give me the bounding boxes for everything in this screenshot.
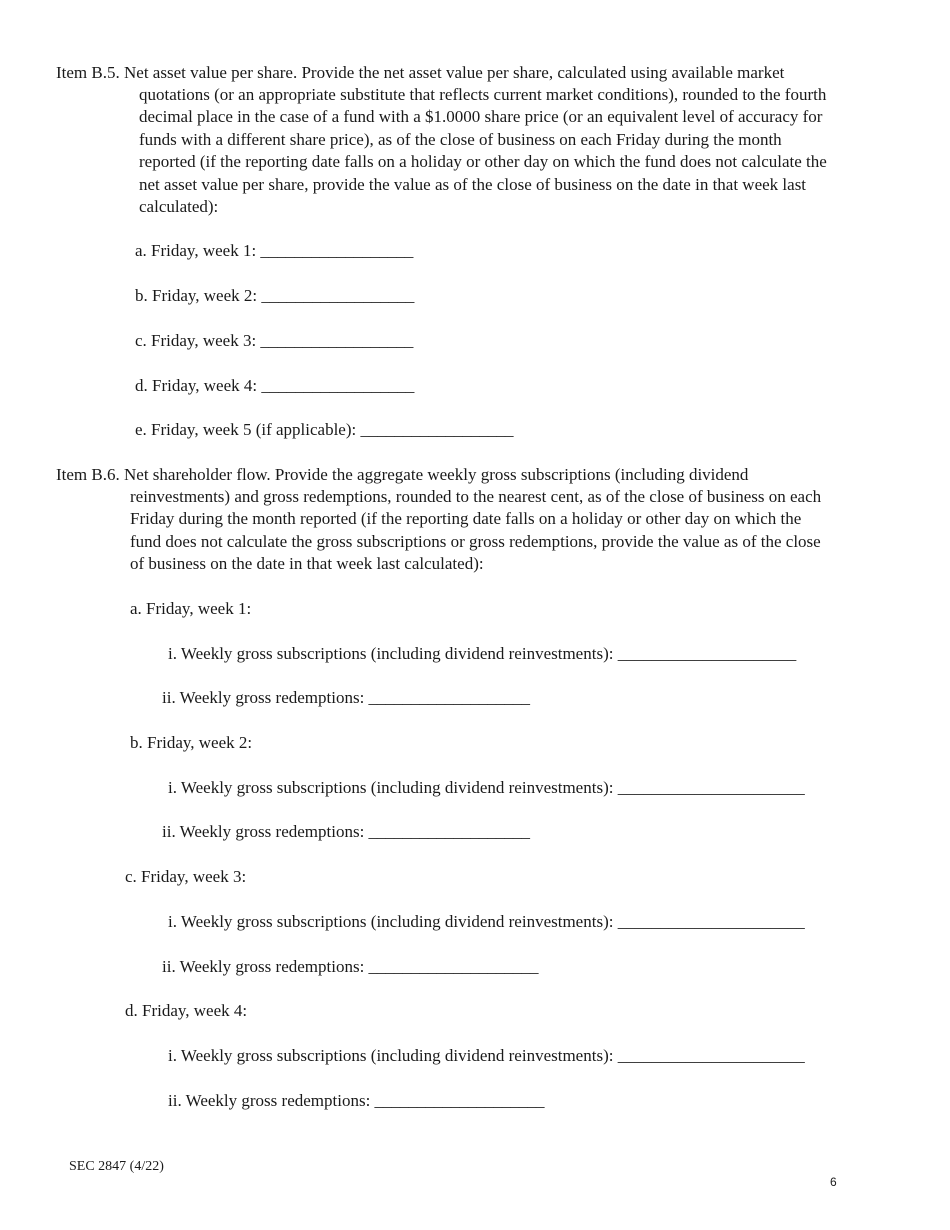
item-b5-heading	[56, 62, 784, 84]
nav-field-week-1	[135, 240, 413, 262]
nav-field-week-4	[135, 375, 414, 397]
item-b6-line: Friday during the month reported (if the reporting date falls on a holiday or other day on which the	[130, 509, 802, 529]
subscriptions-field	[168, 777, 805, 799]
nav-field-blank[interactable]: __________________	[261, 376, 415, 395]
item-b6-line: fund does not calculate the gross subscriptions or gross redemptions, provide the value as of the close	[130, 531, 821, 551]
week-heading: a. Friday, week 1:	[130, 599, 252, 618]
week-heading: b. Friday, week 2:	[130, 733, 253, 752]
item-b5-line: reported (if the reporting date falls on a holiday or other day on which the fund does not calculate the	[139, 152, 827, 172]
nav-field-label: e. Friday, week 5 (if applicable):	[135, 420, 361, 439]
week-heading: c. Friday, week 3:	[125, 867, 247, 886]
item-b5-line: decimal place in the case of a fund with a $1.0000 share price (or an equivalent level of accuracy for	[139, 107, 823, 127]
subscriptions-blank[interactable]: ______________________	[617, 1046, 805, 1065]
nav-field-blank[interactable]: __________________	[260, 241, 414, 260]
item-b5-line: funds with a different share price), as of the close of business on each Friday during the month	[139, 129, 782, 149]
nav-field-week-3	[135, 330, 413, 352]
redemptions-field	[162, 956, 539, 978]
redemptions-label: ii. Weekly gross redemptions:	[162, 957, 369, 976]
redemptions-field	[168, 1090, 545, 1112]
item-b6-line: reinvestments) and gross redemptions, rounded to the nearest cent, as of the close of business on each	[130, 487, 822, 506]
subscriptions-label: i. Weekly gross subscriptions (including dividend reinvestments):	[168, 644, 618, 663]
nav-field-blank[interactable]: __________________	[360, 420, 514, 439]
page-number: 6	[830, 1175, 837, 1189]
redemptions-field	[162, 687, 530, 709]
redemptions-label: ii. Weekly gross redemptions:	[162, 822, 369, 841]
subscriptions-blank[interactable]: ______________________	[617, 912, 805, 931]
item-b6-heading	[56, 464, 748, 486]
item-b5-line: quotations (or an appropriate substitute that reflects current market conditions), rounded to the fourth	[139, 85, 827, 104]
redemptions-blank[interactable]: ___________________	[368, 688, 531, 707]
nav-field-week-5	[135, 419, 513, 441]
week-heading: d. Friday, week 4:	[125, 1001, 248, 1020]
item-b5-first-line: Item B.5. Net asset value per share. Provide the net asset value per share, calculated using available market	[56, 63, 785, 82]
item-b6-first-line: Item B.6. Net shareholder flow. Provide the aggregate weekly gross subscriptions (including dividend	[56, 465, 749, 484]
item-b6-body	[130, 486, 821, 576]
subscriptions-field	[168, 643, 796, 665]
nav-field-week-2	[135, 285, 414, 307]
nav-field-blank[interactable]: __________________	[261, 286, 415, 305]
redemptions-blank[interactable]: ___________________	[368, 822, 531, 841]
subscriptions-label: i. Weekly gross subscriptions (including dividend reinvestments):	[168, 912, 618, 931]
nav-field-label: b. Friday, week 2:	[135, 286, 262, 305]
subscriptions-blank[interactable]: ______________________	[617, 778, 805, 797]
item-b6-line: of business on the date in that week last calculated):	[130, 554, 484, 574]
redemptions-blank[interactable]: ____________________	[368, 957, 539, 976]
form-identifier: SEC 2847 (4/22)	[69, 1159, 164, 1174]
item-b5-line: calculated):	[139, 197, 219, 217]
item-b5-line: net asset value per share, provide the value as of the close of business on the date in that week last	[139, 174, 807, 194]
redemptions-field	[162, 821, 530, 843]
subscriptions-label: i. Weekly gross subscriptions (including dividend reinvestments):	[168, 778, 618, 797]
nav-field-label: c. Friday, week 3:	[135, 331, 261, 350]
nav-field-label: d. Friday, week 4:	[135, 376, 262, 395]
subscriptions-blank[interactable]: _____________________	[617, 644, 797, 663]
nav-field-label: a. Friday, week 1:	[135, 241, 261, 260]
redemptions-label: ii. Weekly gross redemptions:	[162, 688, 369, 707]
subscriptions-field	[168, 1045, 805, 1067]
redemptions-blank[interactable]: ____________________	[374, 1091, 545, 1110]
item-b5-body	[139, 84, 827, 218]
nav-field-blank[interactable]: __________________	[260, 331, 414, 350]
subscriptions-label: i. Weekly gross subscriptions (including dividend reinvestments):	[168, 1046, 618, 1065]
subscriptions-field	[168, 911, 805, 933]
redemptions-label: ii. Weekly gross redemptions:	[168, 1091, 375, 1110]
